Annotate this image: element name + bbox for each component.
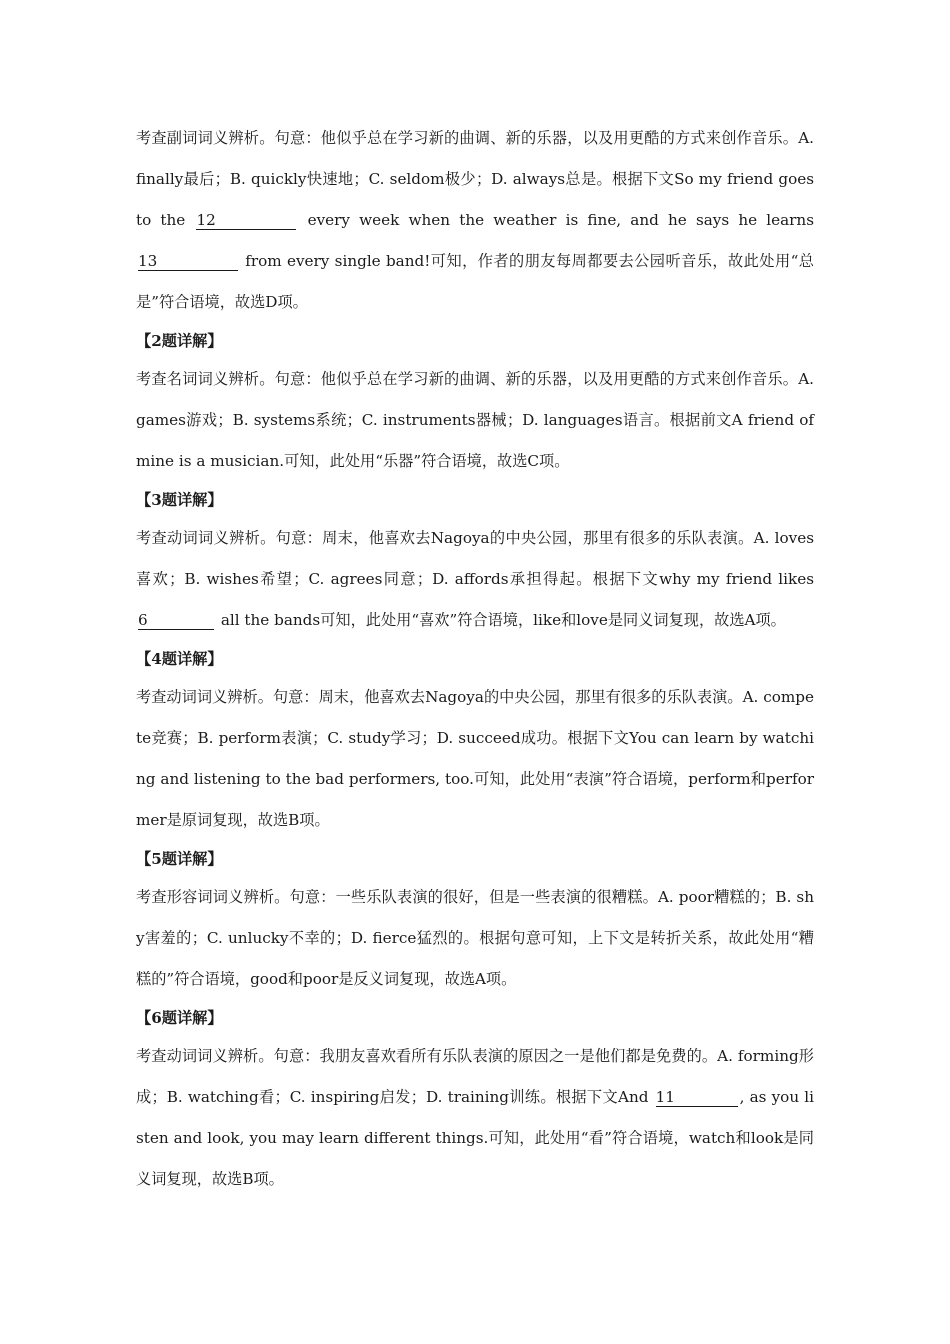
text: 考查动词词义辨析。句意：我朋友喜欢看所有乐队表演的原因之一是他们都是免费的。A. forming形成；B. watching看；C. inspiring启发；D. training训练。根据下文And [136,1047,814,1106]
answer-paragraph-1 [136,118,814,323]
answer-paragraph-2: 考查名词词义辨析。句意：他似乎总在学习新的曲调、新的乐器，以及用更酷的方式来创作音乐。A. games游戏；B. systems系统；C. instruments器械；D. languages语言。根据前文A friend of mine is a musician.可知，此处用“乐器”符合语境，故选C项。 [136,370,814,470]
answer-paragraph-5: 考查形容词词义辨析。句意：一些乐队表演的很好，但是一些表演的很糟糕。A. poor糟糕的；B. shy害羞的；C. unlucky不幸的；D. fierce猛烈的。根据句意可知，上下文是转折关系，故此处用“糟糕的”符合语境，good和poor是反义词复现，故选A项。 [136,888,814,988]
blank-13: 13 [138,253,238,271]
blank-6: 6 [138,612,214,630]
blank-11: 11 [656,1089,738,1107]
blank-12: 12 [196,212,296,230]
section-heading-2: 【2题详解】 [136,332,223,350]
section-heading-5: 【5题详解】 [136,850,223,868]
text: , as you listen and look, you may learn different things.可知，此处用“看”符合语境，watch和look是同义词复现，故选B项。 [136,1088,814,1188]
section-heading-4: 【4题详解】 [136,650,223,668]
text: every week when the weather is fine, and he says he learns [298,211,814,229]
section-heading-3: 【3题详解】 [136,491,223,509]
section-heading-6: 【6题详解】 [136,1009,223,1027]
text: from every single band!可知，作者的朋友每周都要去公园听音乐，故此处用“总是”符合语境，故选D项。 [136,252,814,311]
answer-paragraph-4: 考查动词词义辨析。句意：周末，他喜欢去Nagoya的中央公园，那里有很多的乐队表演。A. compete竞赛；B. perform表演；C. study学习；D. succeed成功。根据下文You can learn by watching and listening to the bad performers, too.可知，此处用“表演”符合语境，perform和performer是原词复现，故选B项。 [136,688,814,829]
text: all the bands可知，此处用“喜欢”符合语境，like和love是同义词复现，故选A项。 [216,611,786,629]
answer-paragraph-3 [136,518,814,641]
answer-paragraph-6 [136,1036,814,1200]
text: 考查副词词义辨析。句意：他似乎总在学习新的曲调、新的乐器，以及用更酷的方式来创作音乐。A. finally最后；B. quickly快速地；C. seldom极少；D. always总是。根据下文So my friend goes to the [136,129,814,229]
document-content [136,118,814,1200]
text: 考查动词词义辨析。句意：周末，他喜欢去Nagoya的中央公园，那里有很多的乐队表演。A. loves喜欢；B. wishes希望；C. agrees同意；D. affords承担得起。根据下文why my friend likes [136,529,814,588]
